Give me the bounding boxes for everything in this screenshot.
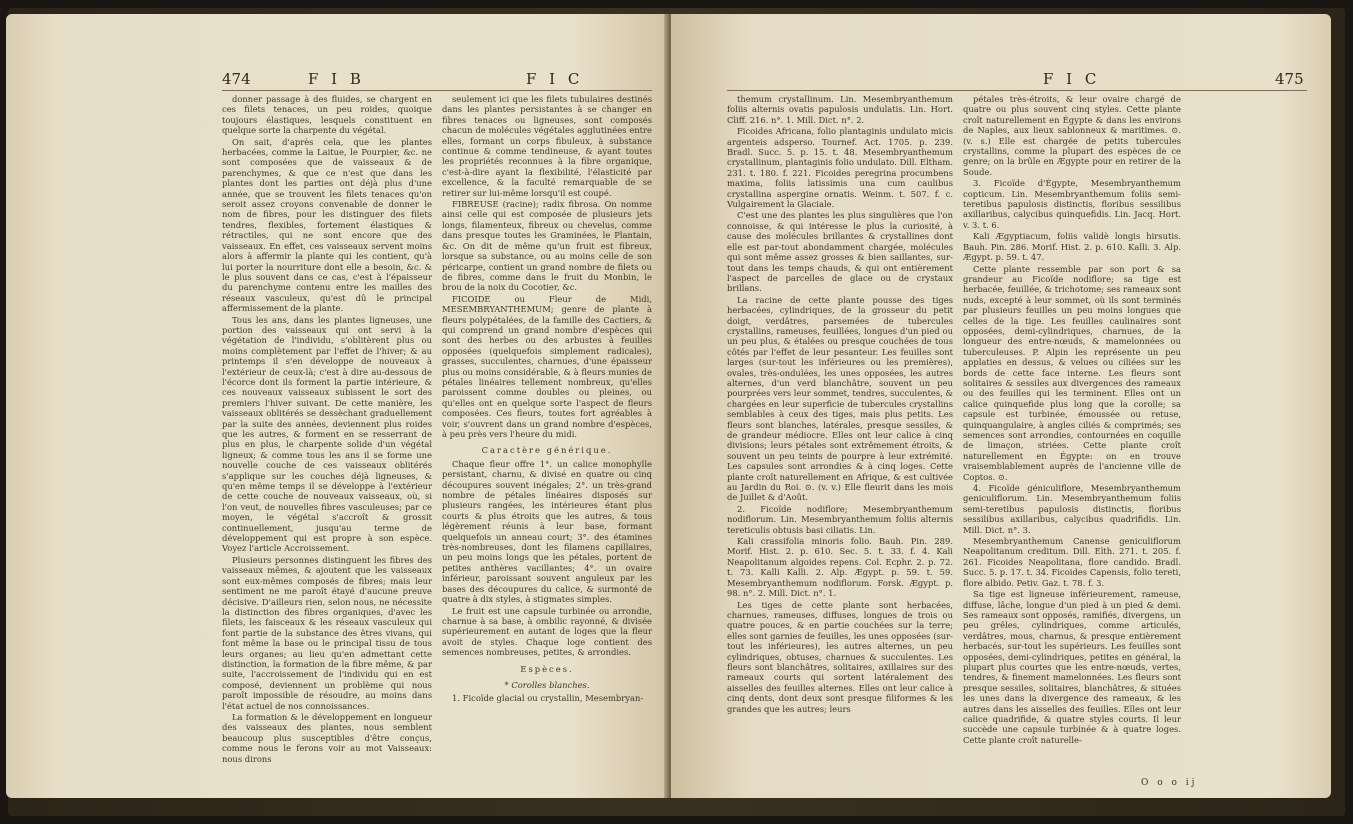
paragraph: seulement ici que les filets tubulaires destinés dans les plantes persistantes à se changer en fibres tenaces ou ligneuses, sont composés chacun de molécules végétales agglutinées entre elles, formant un corps fibuleux, à substance continue & comme tendineuse, & ayant toutes les propriétés reconnues à la fibre organique, c'est-à-dire ayant la flexibilité, l'élasticité par excellence, & la faculté remarquable de se retirer sur lui-même lorsqu'il est coupé. <box>442 94 652 198</box>
paragraph: FICOIDE ou Fleur de Midi, MESEMBRYANTHEMUM; genre de plante à fleurs polypétalées, de la famille des Cactiers, & qui comprend un grand nombre d'espèces qui sont des herbes ou des arbustes à feuilles opposées (quelquefois simplement radicales), grasses, succulentes, charnues, d'une épaisseur plus ou moins considérable, & à fleurs munies de pétales linéaires tellement nombreux, qu'elles paroissent comme doubles ou pleines, ou qu'elles ont en quelque sorte l'aspect de fleurs composées. Ces fleurs, toutes fort agréables à voir, s'ouvrent dans un grand nombre d'espèces, à peu près vers l'heure du midi. <box>442 293 652 439</box>
paragraph: pétales très-étroits, & leur ovaire chargé de quatre ou plus souvent cinq styles. Cette plante croît naturellement en Égypte & dans les environs de Naples, aux lieux sablonneux & maritimes. ⊙. (v. s.) Elle est chargée de petits tubercules crystallins, comme la plupart des espèces de ce genre; on la brûle en Ægypte pour en retirer de la Soude. <box>963 94 1181 177</box>
paragraph: Les tiges de cette plante sont herbacées, charnues, rameuses, diffuses, longues de trois ou quatre pouces, & en partie couchées sur la terre; elles sont garnies de feuilles, les unes opposées (sur-tout les inférieures), les autres alternes, un peu cylindriques, obtuses, charnues & succulentes. Les fleurs sont blanchâtres, solitaires, axillaires sur des rameaux courts qui sortent latéralement des aisselles des feuilles alternes. Elles ont leur calice à cinq dents, dont deux sont presque filiformes & les grandes que les autres; leurs <box>727 599 953 714</box>
left-column-2 <box>442 94 652 774</box>
right-page <box>671 14 1331 798</box>
paragraph: Tous les ans, dans les plantes ligneuses, une portion des vaisseaux qui ont servi à la végétation de l'individu, s'oblitèrent plus ou moins complètement par l'effet de l'hiver; & au printemps il s'en développe de nouveaux à l'extérieur de ceux-là; c'est à dire au-dessous de l'écorce dont ils forment la partie intérieure, & ces nouveaux vaisseaux subissent le sort des premiers l'hiver suivant. De cette manière, les vaisseaux oblitérés se dessèchant graduellement par la suite des années, deviennent plus roides que les autres, & forment en se resserrant de plus en plus, le charpente solide d'un végétal ligneux; & comme tous les ans il se forme une nouvelle couche de ces vaisseaux oblitérés s'applique sur les couches déjà ligneuses, & qu'en même temps il se développe à l'extérieur de cette couche de nouveaux vaisseaux, où, si l'on veut, de nouvelles fibres vasculeuses; par ce moyen, le végétal s'accroît & grossit continuellement, jusqu'au terme de développement qui est propre à son espèce. Voyez l'article Accroissement. <box>222 314 432 554</box>
left-running-head: F I B <box>308 70 365 88</box>
right-head-rule <box>727 90 1307 91</box>
section-heading: Caractère générique. <box>481 445 613 456</box>
paragraph: Kali crassifolia minoris folio. Bauh. Pin. 289. Morif. Hist. 2. p. 610. Sec. 5. t. 33. f. 4. Kali Neapolitanum algoides repens. Col. Ecphr. 2. p. 72. t. 73. Kalli Kalli. 2. Alp. Ægypt. p. 59. t. 59. Mesembryanthemum nodiflorum. Forsk. Ægypt. p. 98. n°. 2. Mill. Dict. n°. 1. <box>727 536 953 599</box>
subheading: * Corolles blanches. <box>504 679 590 690</box>
paragraph: Chaque fleur offre 1°. un calice monophylle persistant, charnu, & divisé en quatre ou cinq découpures souvent inégales; 2°. un très-grand nombre de pétales linéaires disposés sur plusieurs rangées, les intérieures étant plus courts & plus étroits que les autres, & tous légèrement réunis à leur base, formant quelquefois un anneau court; 3°. des étamines très-nombreuses, dont les filamens capillaires, un peu moins longs que les pétales, portent de petites anthères vacillantes; 4°. un ovaire inférieur, paroissant souvent anguleux par les bases des découpures du calice, & surmonté de quatre à dix styles, à stigmates simples. <box>442 458 652 605</box>
paragraph: FIBREUSE (racine); radix fibrosa. On nomme ainsi celle qui est composée de plusieurs jets longs, filamenteux, fibreux ou chevelus, comme dans presque toutes les Graminées, le Plantain, &c. On dit de même qu'un fruit est fibreux, lorsque sa substance, ou au moins celle de son péricarpe, contient un grand nombre de filets ou de fibres, comme dans le fruit du Monbin, le brou de la noix du Cocotier, &c. <box>442 199 652 293</box>
right-running-head: F I C <box>1043 70 1101 88</box>
right-column-2 <box>963 94 1181 774</box>
paragraph: Le fruit est une capsule turbinée ou arrondie, charnue à sa base, à ombilic rayonné, & divisée supérieurement en autant de loges que la fleur avoit de styles. Chaque loge contient des semences nombreuses, petites, & arrondies. <box>442 605 652 658</box>
paragraph: 3. Ficoïde d'Égypte, Mesembryanthemum copticum. Lin. Mesembryanthemum foliis semi-teretibus papulosis distinctis, floribus sessilibus axillaribus, calycibus quinquefidis. Lin. Jacq. Hort. v. 3. t. 6. <box>963 178 1181 230</box>
left-head-rule <box>222 90 652 91</box>
paragraph: themum crystallinum. Lin. Mesembryanthemum foliis alternis ovatis papulosis undulatis. Lin. Hort. Cliff. 216. n°. 1. Mill. Dict. n°. 2. <box>727 94 953 125</box>
left-running-head-right: F I C <box>526 70 584 88</box>
section-heading: Espèces. <box>520 663 574 674</box>
paragraph: Mesembryanthemum Canense geniculiflorum Neapolitanum creditum. Dill. Elth. 271. t. 205. f. 261. Ficoides Neapolitana, flore candido. Bradl. Succ. 5. p. 17. t. 34. Ficoides Capensis, folio tereti, flore albido. Petiv. Gaz. t. 78. f. 3. <box>963 536 1181 588</box>
footer-signature: O o o ij <box>1141 778 1198 788</box>
paragraph: Sa tige est ligneuse inférieurement, rameuse, diffuse, lâche, longue d'un pied à un pied & demi. Ses rameaux sont opposés, ramifiés, divergens, un peu grêles, cylindriques, comme articulés, verdâtres, mous, charnus, & presque entièrement herbacés, sur-tout les supérieurs. Les feuilles sont opposées, demi-cylindriques, petites en général, la plupart plus courtes que les entre-nœuds, vertes, tendres, & finement mamelonnées. Les fleurs sont presque sessiles, solitaires, blanchâtres, & situées les unes dans la divergence des rameaux, & les autres dans les aisselles des feuilles. Elles ont leur calice quadrifide, & quatre styles courts. Il leur succède une capsule turbinée & à quatre loges. Cette plante croît naturelle- <box>963 589 1181 745</box>
paragraph: donner passage à des fluides, se chargent en ces filets tenaces, un peu roides, quoique toujours élastiques, lesquels constituent en quelque sorte la charpente du végétal. <box>222 94 432 136</box>
paragraph: 4. Ficoïde géniculiflore, Mesembryanthemum geniculiflorum. Lin. Mesembryanthemum foliis semi-teretibus papulosis distinctis, floribus sessilibus axillaribus, calycibus quadrifidis. Lin. Mill. Dict. n°. 3. <box>963 483 1181 535</box>
paragraph: 1. Ficoïde glacial ou crystallin, Mesembryan- <box>452 693 644 704</box>
left-column-1 <box>222 94 432 774</box>
paragraph: 2. Ficoïde nodiflore; Mesembryanthemum nodiflorum. Lin. Mesembryanthemum foliis alternis tereticulis obtusis basi ciliatis. Lin. <box>727 503 953 535</box>
paragraph: La formation & le développement en longueur des vaisseaux des plantes, nous semblent beaucoup plus susceptibles d'être conçus, comme nous le ferons voir au mot Vaisseaux: nous dirons <box>222 711 432 764</box>
left-page <box>6 14 670 798</box>
paragraph: Kali Ægyptiacum, foliis validè longis hirsutis. Bauh. Pin. 286. Morif. Hist. 2. p. 610. Kalli. 3. Alp. Ægypt. p. 59. t. 47. <box>963 231 1181 263</box>
paragraph: Ficoides Africana, folio plantaginis undulato micis argenteis adsperso. Tournef. Act. 1705. p. 239. Bradl. Succ. 5. p. 15. t. 48. Mesembryanthemum crystallinum, plantaginis folio undulato. Dill. Eltham. 231. t. 180. f. 221. Ficoides peregrina procumbens maxima, foliis latissimis una cum caulibus crystallina aspergine ornatis. Weinm. t. 507. f. c. Vulgairement la Glaciale. <box>727 126 953 210</box>
paragraph: La racine de cette plante pousse des tiges herbacées, cylindriques, de la grosseur du petit doigt, verdâtres, parsemées de tubercules crystallins, rameuses, feuillées, longues d'un pied ou un peu plus, & étalées ou presque couchées de tous côtés par l'effet de leur pesanteur. Les feuilles sont larges (sur-tout les inférieures ou les premières), ovales, très-ondulées, les unes opposées, les autres alternes, d'un verd blanchâtre, souvent un peu pourprées vers leur sommet, tendres, succulentes, & chargées en leur superficie de tubercules crystallins semblables à ceux des tiges, mais plus petits. Les fleurs sont blanches, latérales, presque sessiles, & de grandeur médiocre. Elles ont leur calice à cinq divisions; leurs pétales sont extrêmement étroits, & souvent un peu teints de pourpre à leur extrémité. Les capsules sont arrondies & à cinq loges. Cette plante croît naturellement en Afrique, & est cultivée au Jardin du Roi. ⊙. (v. v.) Elle fleurit dans les mois de Juillet & d'Août. <box>727 294 953 503</box>
left-page-number: 474 <box>222 70 251 88</box>
paragraph: Plusieurs personnes distinguent les fibres des vaisseaux mêmes, & ajoutent que les vaisseaux sont eux-mêmes composés de fibres; mais leur sentiment ne me paroît étayé d'aucune preuve décisive. D'ailleurs rien, selon nous, ne nécessite la distinction des fibres organiques, d'avec les filets, les faisceaux & les réseaux vasculeux qui font partie de la substance des êtres vivans, qui font même la base ou le principal tissu de tous leurs organes; au lieu qu'en admettant cette distinction, la formation de la fibre même, & par suite, l'accroissement de l'individu qui en est composé, deviennent un problème qui nous paroît impossible de résoudre, au moins dans l'état actuel de nos connoissances. <box>222 554 432 711</box>
right-page-number: 475 <box>1275 70 1304 88</box>
paragraph: On sait, d'après cela, que les plantes herbacées, comme la Laitue, le Pourpier, &c. ne sont composées que de vaisseaux & de parenchymes, & que ce n'est que dans les plantes dont les parties ont déjà plus d'une année, que se trouvent les filets tenaces qu'on seroit assez croyons convenable de donner le nom de fibres, pour les distinguer des filets tendres, flexibles, fortement élastiques & rétractiles, qui ne sont encore que des vaisseaux. En effet, ces vaisseaux servent moins alors à affermir la plante qui les contient, qu'à lui porter la nourriture dont elle a besoin, &c. & le plus souvent dans ce cas, c'est à l'épaisseur du parenchyme contenu entre les mailles des réseaux vasculeux, qu'est dû le principal affermissement de la plante. <box>222 136 432 314</box>
right-column-1 <box>727 94 953 774</box>
paragraph: C'est une des plantes les plus singulières que l'on connoisse, & qui intéresse le plus la curiosité, à cause des molécules brillantes & crystallines dont elle est par-tout abondamment chargée, molécules qui sont même assez grosses & bien saillantes, sur-tout dans les temps chauds, & qui ont entièrement l'aspect de parcelles de glace ou de crystaux brillans. <box>727 210 953 294</box>
paragraph: Cette plante ressemble par son port & sa grandeur au Ficoïde nodiflore; sa tige est herbacée, feuillée, & trichotome; ses rameaux sont nuds, excepté à leur sommet, où ils sont terminés par plusieurs feuilles un peu moins longues que celles de la tige. Les feuilles caulinaires sont opposées, demi-cylindriques, charnues, de la longueur des entre-nœuds, & mamelonnées ou tuberculeuses. P. Alpin les représente un peu applaties en dessus, & velues ou ciliées sur les bords de cette face interne. Les fleurs sont solitaires & sessiles aux divergences des rameaux ou des feuilles qui les terminent. Elles ont un calice quinquefide plus long que la corolle; sa capsule est turbinée, émoussée ou retuse, quinquangulaire, à angles ciliés & comprimés; ses semences sont arrondies, contournées en coquille de limaçon, striées. Cette plante croît naturellement en Égypte: on en trouve vraisemblablement auprès de l'ancienne ville de Coptos. ⊙. <box>963 263 1181 482</box>
